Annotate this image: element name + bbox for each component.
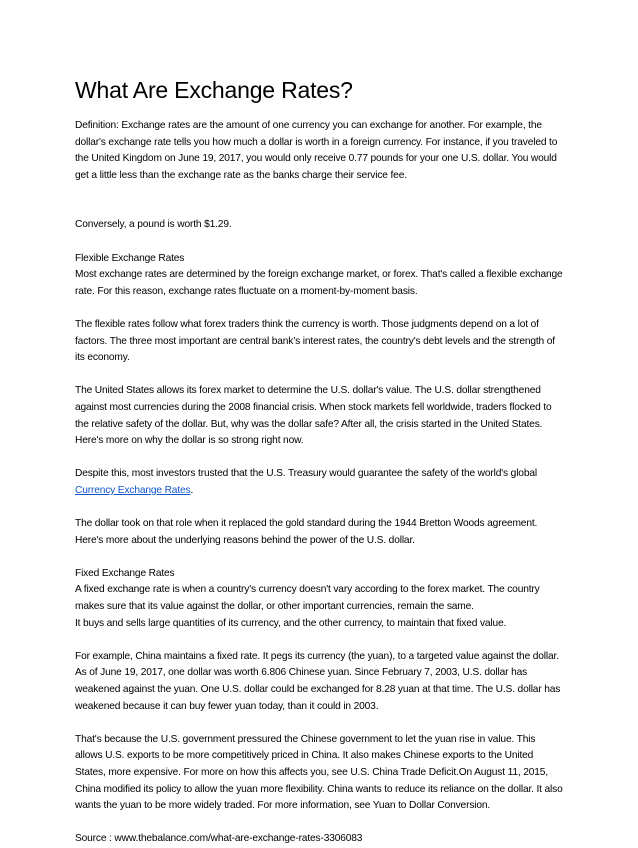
article-body xyxy=(75,118,565,848)
page-title: What Are Exchange Rates? xyxy=(75,77,353,103)
fixed-rates-heading: Fixed Exchange Rates xyxy=(75,567,175,579)
pound-value-paragraph: Conversely, a pound is worth $1.29. xyxy=(75,219,232,231)
definition-paragraph: Definition: Exchange rates are the amount of one currency you can exchange for another. For example, the dollar's exchange rate tells you how much a dollar is worth in a foreign currency. For instance, if you traveled to the United Kingdom on June 19, 2017, you would only receive 0.77 pounds for your one U.S. dollar. You would get a little less than the exchange rate as the banks charge their service fee. xyxy=(75,120,558,181)
treasury-text: Despite this, most investors trusted that the U.S. Treasury would guarantee the safety of the world's global xyxy=(75,468,537,480)
fixed-maintain-paragraph: It buys and sells large quantities of its currency, and the other currency, to maintain that fixed value. xyxy=(75,617,507,629)
flexible-factors-paragraph: The flexible rates follow what forex traders think the currency is worth. Those judgments depend on a lot of factors. The three most important are central bank’s interest rates, the country's debt levels and the strength of its economy. xyxy=(75,318,555,364)
treasury-paragraph xyxy=(75,466,565,499)
flexible-intro-paragraph: Most exchange rates are determined by the foreign exchange market, or forex. That's called a flexible exchange rate. For this reason, exchange rates fluctuate on a moment-by-moment basis. xyxy=(75,269,563,297)
source-line: Source : www.thebalance.com/what-are-exchange-rates-3306083 xyxy=(75,833,363,845)
currency-exchange-rates-link[interactable]: Currency Exchange Rates xyxy=(75,484,191,496)
us-forex-paragraph: The United States allows its forex market to determine the U.S. dollar's value. The U.S. dollar strengthened against most currencies during the 2008 financial crisis. When stock markets fell worldwide, traders flocked to the relative safety of the dollar. But, why was the dollar safe? After all, the crisis started in the United States. Here's more on why the dollar is so strong right now. xyxy=(75,385,552,447)
bretton-woods-paragraph: The dollar took on that role when it replaced the gold standard during the 1944 Bretton Woods agreement. Here's more about the underlying reasons behind the power of the U.S. dollar. xyxy=(75,518,538,546)
treasury-text-end: . xyxy=(190,484,194,496)
us-pressure-paragraph: That's because the U.S. government pressured the Chinese government to let the yuan rise in value. This allows U.S. exports to be more competitively priced in China. It also makes Chinese exports to the United States, more expensive. For more on how this affects you, see U.S. China Trade Deficit.On August 11, 2015, China modified its policy to allow the yuan more flexibility. China wants to reduce its reliance on the dollar. It also wants the yuan to be more widely traded. For more information, see Yuan to Dollar Conversion. xyxy=(75,733,563,812)
fixed-definition-paragraph: A fixed exchange rate is when a country's currency doesn't vary according to the forex market. The country makes sure that its value against the dollar, or other important currencies, remain the same. xyxy=(75,584,540,613)
china-example-paragraph: For example, China maintains a fixed rate. It pegs its currency (the yuan), to a targeted value against the dollar. As of June 19, 2017, one dollar was worth 6.806 Chinese yuan. Since February 7, 2003, U.S. dollar has weakened against the yuan. One U.S. dollar could be exchanged for 8.28 yuan at that time. The U.S. dollar has weakened because it can buy fewer yuan today, than it could in 2003. xyxy=(75,650,561,712)
flexible-rates-heading: Flexible Exchange Rates xyxy=(75,252,185,264)
